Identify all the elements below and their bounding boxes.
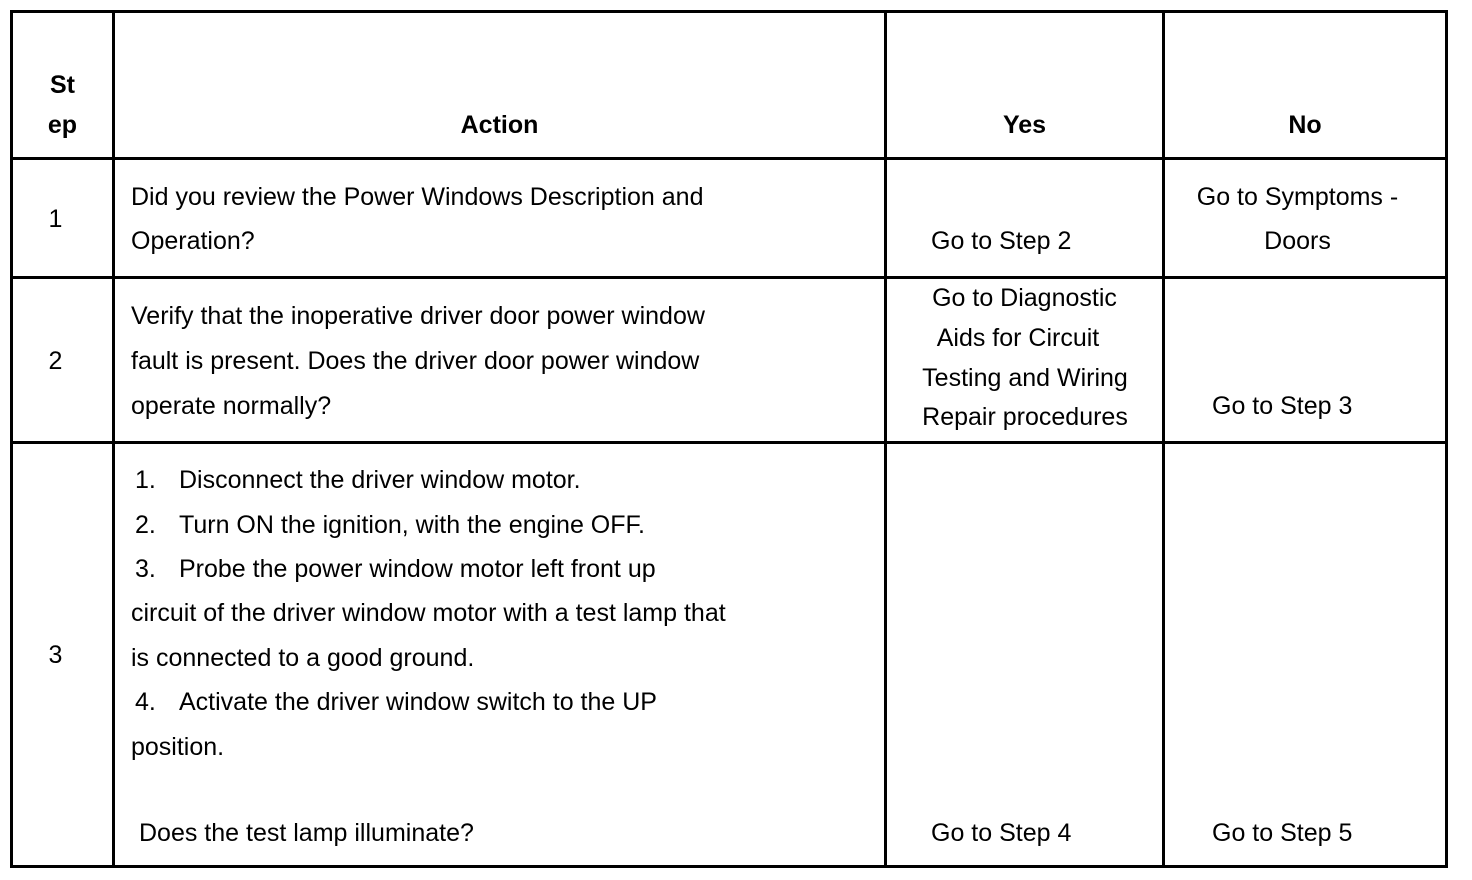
header-no: No: [1288, 111, 1322, 139]
table-border-left: [10, 10, 13, 868]
row3-step: 3: [48, 641, 63, 669]
row3-no: Go to Step 5: [1212, 819, 1353, 847]
row1-no-line1: Go to Symptoms -: [1196, 183, 1399, 211]
table-border-bottom: [10, 865, 1448, 868]
row1-yes: Go to Step 2: [931, 227, 1072, 255]
row3-item4-number: 4.: [135, 688, 156, 716]
row3-item1-number: 1.: [135, 466, 156, 494]
row2-step: 2: [48, 347, 63, 375]
row2-yes-line3: Testing and Wiring: [922, 364, 1128, 392]
header-step-line1: St: [50, 71, 75, 99]
row3-item4-text: Activate the driver window switch to the UP: [179, 688, 657, 716]
header-action: Action: [460, 111, 539, 139]
row2-divider: [10, 441, 1448, 444]
row2-action-line3: operate normally?: [131, 392, 332, 420]
row3-item2-text: Turn ON the ignition, with the engine OFF.: [179, 511, 645, 539]
row3-item2-number: 2.: [135, 511, 156, 539]
row2-no: Go to Step 3: [1212, 392, 1353, 420]
table-border-right: [1445, 10, 1448, 868]
row1-step: 1: [48, 205, 63, 233]
header-step-line2: ep: [47, 111, 78, 139]
row3-yes: Go to Step 4: [931, 819, 1072, 847]
row3-item3-cont1: circuit of the driver window motor with a test lamp that: [131, 599, 726, 627]
row3-item3-text: Probe the power window motor left front up: [179, 555, 656, 583]
row2-action-line1: Verify that the inoperative driver door power window: [131, 302, 705, 330]
table-border-top: [10, 10, 1448, 13]
row1-divider: [10, 276, 1448, 279]
row2-yes-line4: Repair procedures: [922, 403, 1128, 431]
col-divider-yes: [1162, 10, 1165, 868]
row3-question: Does the test lamp illuminate?: [139, 819, 474, 847]
row3-item4-cont: position.: [131, 733, 225, 761]
header-yes: Yes: [1002, 111, 1047, 139]
col-divider-action: [884, 10, 887, 868]
col-divider-step: [112, 10, 115, 868]
row2-action-line2: fault is present. Does the driver door power window: [131, 347, 700, 375]
row3-item3-cont2: is connected to a good ground.: [131, 644, 475, 672]
row1-no-line2: Doors: [1264, 227, 1331, 255]
header-divider: [10, 157, 1448, 160]
row1-action-line2: Operation?: [131, 227, 255, 255]
row3-item3-number: 3.: [135, 555, 156, 583]
row2-yes-line2: Aids for Circuit: [936, 324, 1100, 352]
row2-yes-line1: Go to Diagnostic: [932, 284, 1117, 312]
row1-action-line1: Did you review the Power Windows Description and: [131, 183, 704, 211]
row3-item1-text: Disconnect the driver window motor.: [179, 466, 581, 494]
